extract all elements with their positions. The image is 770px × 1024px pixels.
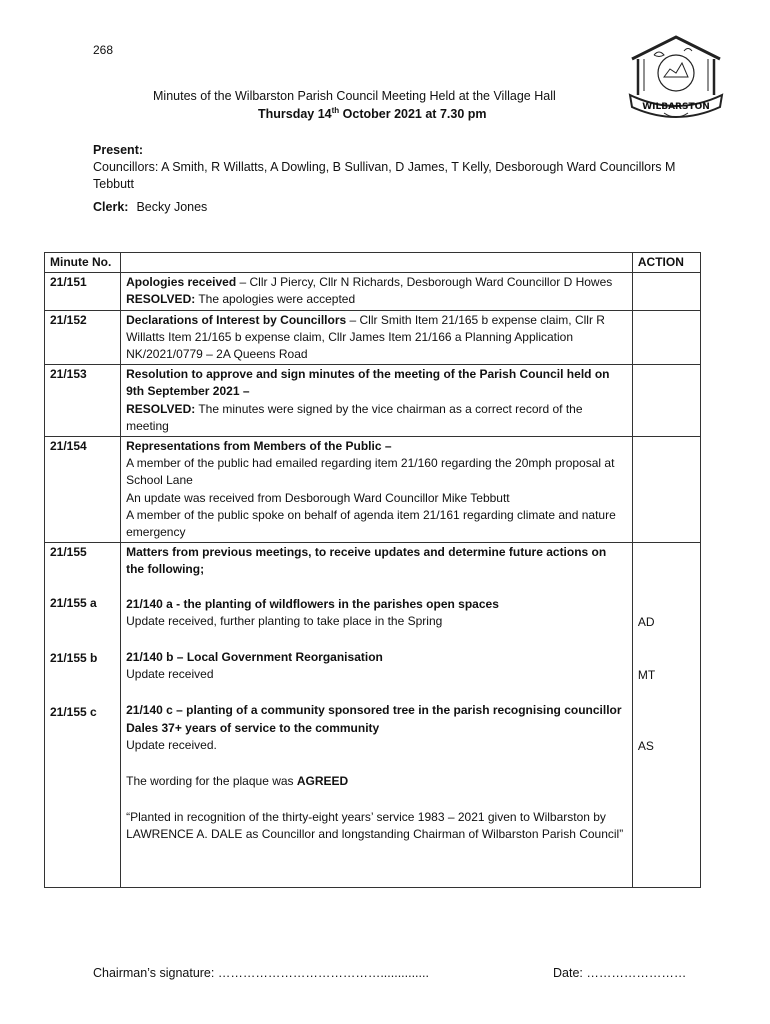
- date-line: Date: ……………………: [553, 966, 687, 980]
- page-number: 268: [93, 43, 114, 57]
- svg-text:WILBARSTON: WILBARSTON: [642, 102, 710, 112]
- action-initials: AD: [637, 615, 655, 630]
- clerk-line: Clerk: Becky Jones: [93, 200, 208, 214]
- document-title: Minutes of the Wilbarston Parish Council Meeting Held at the Village Hall: [153, 89, 556, 103]
- minute-body: Resolution to approve and sign minutes of the meeting of the Parish Council held on 9th September 2021 – RESOLVED: The minutes were signed by the vice chairman as a correct record of the meeting: [121, 365, 633, 437]
- present-label: Present:: [93, 143, 144, 157]
- minute-no: 21/152: [45, 310, 121, 365]
- parish-council-logo: [624, 33, 728, 125]
- table-header-row: [45, 253, 701, 273]
- table-row: [45, 543, 701, 888]
- action-cell: [632, 543, 700, 888]
- minute-no: 21/151: [45, 273, 121, 310]
- header-action: ACTION: [632, 253, 700, 273]
- action-initials: AS: [637, 739, 654, 754]
- minute-body: Declarations of Interest by Councillors – Cllr Smith Item 21/165 b expense claim, Cllr R Willatts Item 21/165 b expense claim, Cllr James Item 21/166 a Planning Application NK/2021/0779 – 2A Queens Road: [121, 310, 633, 365]
- action-cell: [632, 310, 700, 365]
- minute-no: 21/153: [45, 365, 121, 437]
- minute-no: 21/155 21/155 a 21/155 b 21/155 c: [45, 543, 121, 888]
- header-minute-no: Minute No.: [45, 253, 121, 273]
- minute-body: Matters from previous meetings, to receive updates and determine future actions on the following; 21/140 a - the planting of wildflowers in the parishes open spaces Update received, further planting to take place in the Spring 21/140 b – Local Government Reorganisation Update received 21/140 c – planting of a community sponsored tree in the parish recognising councillor Dales 37+ years of service to the community Update received. The wording for the plaque was AGREED “Planted in recognition of the thirty-eight years’ service 1983 – 2021 given to Wilbarston by LAWRENCE A. DALE as Councillor and longstanding Chairman of Wilbarston Parish Council”: [121, 543, 633, 888]
- councillors-list: Councillors: A Smith, R Willatts, A Dowling, B Sullivan, D James, T Kelly, Desborough Ward Councillors M Tebbutt: [93, 160, 676, 191]
- meeting-date: Thursday 14th October 2021 at 7.30 pm: [258, 106, 487, 122]
- table-row: [45, 437, 701, 543]
- attendance-block: [93, 142, 693, 216]
- action-initials: MT: [637, 668, 656, 683]
- header-body: [121, 253, 633, 273]
- minute-body: Apologies received – Cllr J Piercy, Cllr N Richards, Desborough Ward Councillor D Howes RESOLVED: The apologies were accepted: [121, 273, 633, 310]
- table-row: [45, 365, 701, 437]
- table-row: [45, 310, 701, 365]
- minutes-table: [44, 252, 701, 888]
- minute-no: 21/154: [45, 437, 121, 543]
- minute-body: Representations from Members of the Public – A member of the public had emailed regarding item 21/160 regarding the 20mph proposal at School Lane An update was received from Desborough Ward Councillor Mike Tebbutt A member of the public spoke on behalf of agenda item 21/161 regarding climate and nature emergency: [121, 437, 633, 543]
- action-cell: [632, 365, 700, 437]
- action-cell: [632, 437, 700, 543]
- action-cell: [632, 273, 700, 310]
- chairman-signature-line: Chairman’s signature: …………………………………..............: [93, 966, 429, 980]
- table-row: [45, 273, 701, 310]
